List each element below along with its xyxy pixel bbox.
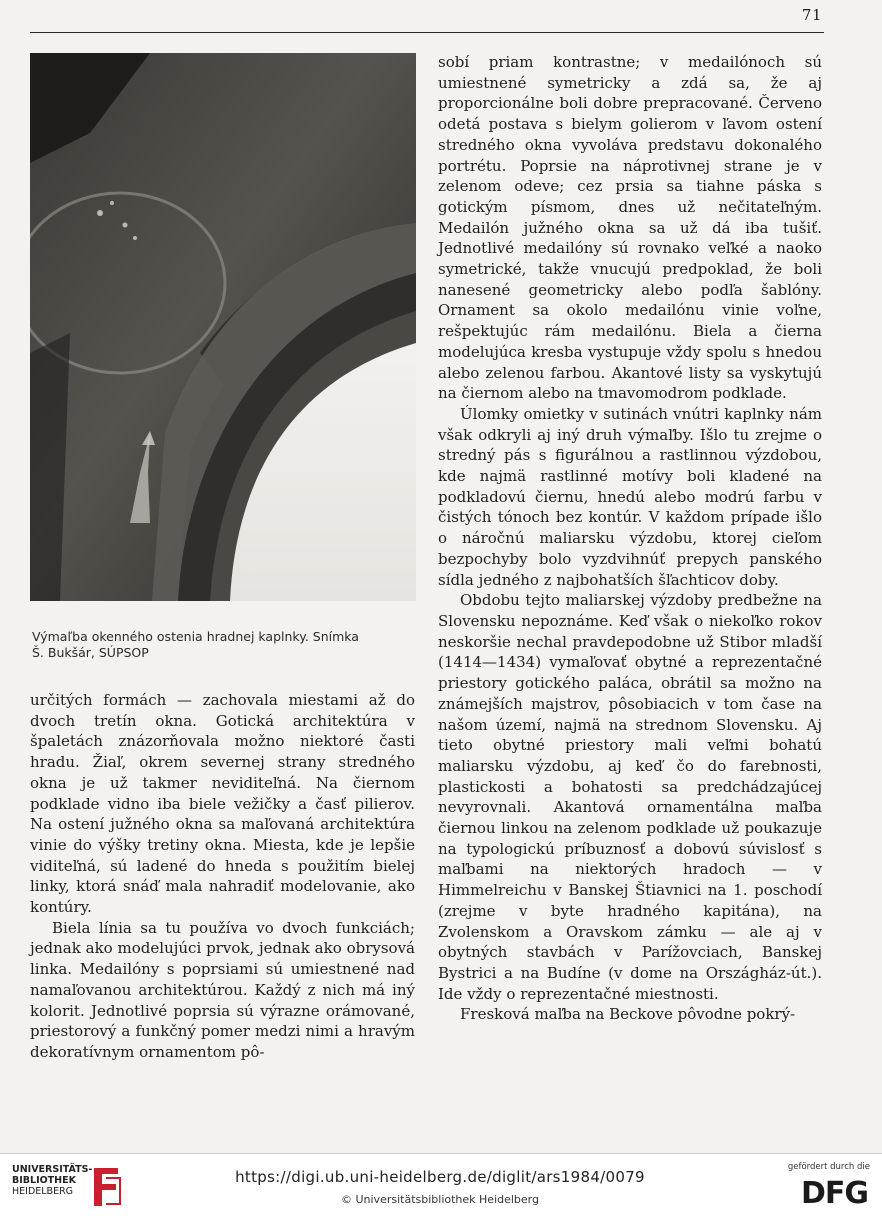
copyright-notice: © Universitätsbibliothek Heidelberg [340,1193,539,1206]
paragraph: Fresková maľba na Beckove pôvodne pokrý- [460,1005,796,1024]
figure-photo [30,53,416,601]
right-text-column [438,52,822,1025]
funded-by-label: gefördert durch die [787,1162,870,1172]
library-emblem-icon [90,1164,124,1210]
library-logo[interactable] [12,1164,137,1210]
library-name-line: BIBLIOTHEK [12,1175,76,1186]
library-name-line: UNIVERSITÄTS- [12,1164,93,1175]
dfg-logo[interactable] [778,1162,870,1212]
arch-photo-illustration [30,53,416,601]
paragraph: Obdobu tejto maliarskej výzdoby predbežne na Slovensku nepoznáme. Keď však o niekoľko rokov neskoršie nechal pravdepodobne už Stibor mladší (1414—1434) vymaľovať obytné a reprezentačné priestory gotického paláca, obrátil sa možno na známejších majstrov, pôsobiacich v tom čase na našom území, najmä na strednom Slovensku. Aj tieto obytné priestory mali veľmi bohatú maliarsku výzdobu, aj keď čo do farebnosti, plastickosti a bohatosti sa predchádzajúcej nevyrovnali. Akantová ornamentálna maľba čiernou linkou na zelenom podklade už poukazuje na typologickú príbuznosť a dobovú súvislosť s maľbami na niektorých hradoch — v Himmelreichu v Banskej Štiavnici na 1. poschodí (zrejme v byte hradného kapitána), na Zvolenskom a Oravskom zámku — ale aj v obytných stavbách v Parížovciach, Banskej Bystrici a na Budíne (v dome na Országház-út.). Ide vždy o reprezentačné miestnosti. [438,591,822,1003]
library-name-line: HEIDELBERG [12,1186,74,1197]
paragraph: určitých formách — zachovala miestami až do dvoch tretín okna. Gotická architektúra v špaletách znázorňovala možno niektoré časti hradu. Žiaľ, okrem severnej strany stredného okna je už takmer neviditeľná. Na čiernom podklade vidno iba biele vežičky a časť pilierov. Na ostení južného okna sa maľovaná architektúra vinie do výšky tretiny okna. Miesta, kde je lepšie viditeľná, sú ladené do hneda s použitím bielej linky, ktorá snáď mala nahradiť modelovanie, ako kontúry. [30,691,415,917]
library-name [12,1164,92,1197]
figure-caption [32,629,422,661]
footer-bar [0,1153,882,1219]
dfg-mark: DFG [800,1176,868,1211]
left-text-column [30,690,415,1063]
page-number: 71 [801,6,822,24]
caption-line: Výmaľba okenného ostenia hradnej kaplnky. Snímka [32,629,359,644]
digital-library-url[interactable]: https://digi.ub.uni-heidelberg.de/diglit/ars1984/0079 [235,1168,645,1186]
header-rule [30,32,824,33]
paragraph: Biela línia sa tu používa vo dvoch funkciách; jednak ako modelujúci prvok, jednak ako obrysová linka. Medailóny s poprsiami sú umiestnené nad namaľovanou architektúrou. Každý z nich má iný kolorit. Jednotlivé poprsia sú výrazne orámované, priestorový a funkčný pomer medzi nimi a hravým dekoratívnym ornamentom pô- [30,918,415,1061]
paragraph: sobí priam kontrastne; v medailónoch sú umiestnené symetricky a zdá sa, že aj proporcionálne boli dobre prepracované. Červeno odetá postava s bielym golierom v ľavom ostení stredného okna vyvoláva predstavu dokonalého portrétu. Poprsie na náprotivnej strane je v zelenom odeve; cez prsia sa tiahne páska s gotickým písmom, dnes už nečitateľným. Medailón južného okna sa už dá iba tušiť. Jednotlivé medailóny sú rovnako veľké a naoko symetrické, takže vnucujú predpoklad, že boli nanesené geometricky alebo podľa šablóny. Ornament sa okolo medailónu vinie voľne, rešpektujúc rám medailónu. Biela a čierna modelujúca kresba vystupuje vždy spolu s hnedou alebo zelenou farbou. Akantové listy sa vyskytujú na čiernom alebo na tmavomodrom podklade. [438,53,822,403]
paragraph: Úlomky omietky v sutinách vnútri kaplnky nám však odkryli aj iný druh výmaľby. Išlo tu zrejme o stredný pás s figurálnou a rastlinnou výzdobou, kde najmä rastlinné motívy boli kladené na podkladovú čiernu, hnedú alebo modrú farbu v čistých tónoch bez kontúr. V každom prípade išlo o náročnú maliarsku výzdobu, ktorej cieľom bezpochyby bolo vyzdvihnúť prepych panského sídla jedného z najbohatších šľachticov doby. [438,404,822,589]
caption-line: Š. Bukšár, SÚPSOP [32,645,149,660]
